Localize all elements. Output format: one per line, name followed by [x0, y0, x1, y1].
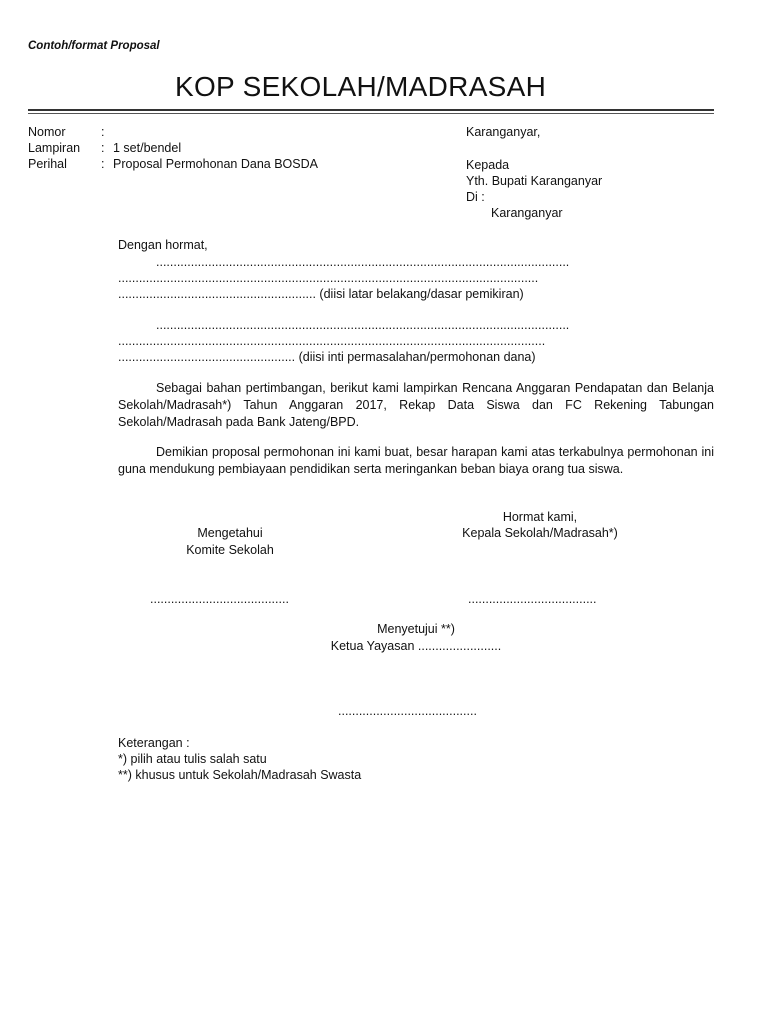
- signature-line-komite: ........................................: [150, 592, 289, 606]
- signature-line-kepala: .....................................: [468, 592, 597, 606]
- field-label-lampiran: Lampiran: [28, 141, 81, 155]
- letterhead-rule-thick: [28, 109, 714, 111]
- paragraph-line: ................................................... (diisi inti permasalahan/permohonan dana): [118, 350, 536, 364]
- sign-komite: Komite Sekolah: [186, 543, 274, 557]
- salutation: Dengan hormat,: [118, 238, 208, 252]
- note-item: *) pilih atau tulis salah satu: [118, 752, 267, 766]
- paragraph-line: .........................................................................................................................: [118, 271, 539, 285]
- note-item: **) khusus untuk Sekolah/Madrasah Swasta: [118, 768, 362, 782]
- paragraph-line: .......................................................................................................................: [156, 255, 570, 269]
- sign-mengetahui: Mengetahui: [197, 526, 263, 540]
- sign-ketua-yayasan: Ketua Yayasan ........................: [330, 639, 502, 653]
- recipient-di: Di :: [466, 190, 485, 204]
- field-value-lampiran: 1 set/bendel: [113, 141, 182, 155]
- letterhead-title: KOP SEKOLAH/MADRASAH: [175, 71, 547, 102]
- paragraph-attachments: Sebagai bahan pertimbangan, berikut kami lampirkan Rencana Anggaran Pendapatan dan Belanja Sekolah/Madrasah*) Tahun Anggaran 2017, Rekap Data Siswa dan FC Rekening Tabungan Sekolah/Madrasah pada Bank Jateng/BPD.: [118, 381, 714, 429]
- field-label-nomor: Nomor: [28, 125, 66, 139]
- recipient-name: Yth. Bupati Karanganyar: [466, 174, 603, 188]
- document-caption: Contoh/format Proposal: [28, 40, 160, 52]
- notes-title: Keterangan :: [118, 736, 190, 750]
- paragraph-line: ......................................................... (diisi latar belakang/dasar pemikiran): [118, 287, 524, 301]
- signature-line-yayasan: ........................................: [338, 704, 477, 718]
- sign-menyetujui: Menyetujui **): [377, 622, 455, 636]
- paragraph-closing: Demikian proposal permohonan ini kami buat, besar harapan kami atas terkabulnya permohonan ini guna mendukung pembiayaan pendidikan serta meringankan beban biaya orang tua siswa.: [118, 445, 714, 476]
- field-colon-perihal: :: [101, 157, 105, 171]
- recipient-kepada: Kepada: [466, 158, 510, 172]
- sign-hormat: Hormat kami,: [502, 510, 578, 524]
- field-value-perihal: Proposal Permohonan Dana BOSDA: [113, 157, 318, 171]
- field-colon-nomor: :: [101, 125, 105, 139]
- paragraph-line: ...........................................................................................................................: [118, 334, 546, 348]
- field-colon-lampiran: :: [101, 141, 105, 155]
- paragraph-line: .......................................................................................................................: [156, 318, 570, 332]
- letterhead-rule-thin: [28, 113, 714, 114]
- letter-place: Karanganyar,: [466, 125, 541, 139]
- sign-kepala: Kepala Sekolah/Madrasah*): [462, 526, 618, 540]
- recipient-city: Karanganyar: [491, 206, 563, 220]
- field-label-perihal: Perihal: [28, 157, 67, 171]
